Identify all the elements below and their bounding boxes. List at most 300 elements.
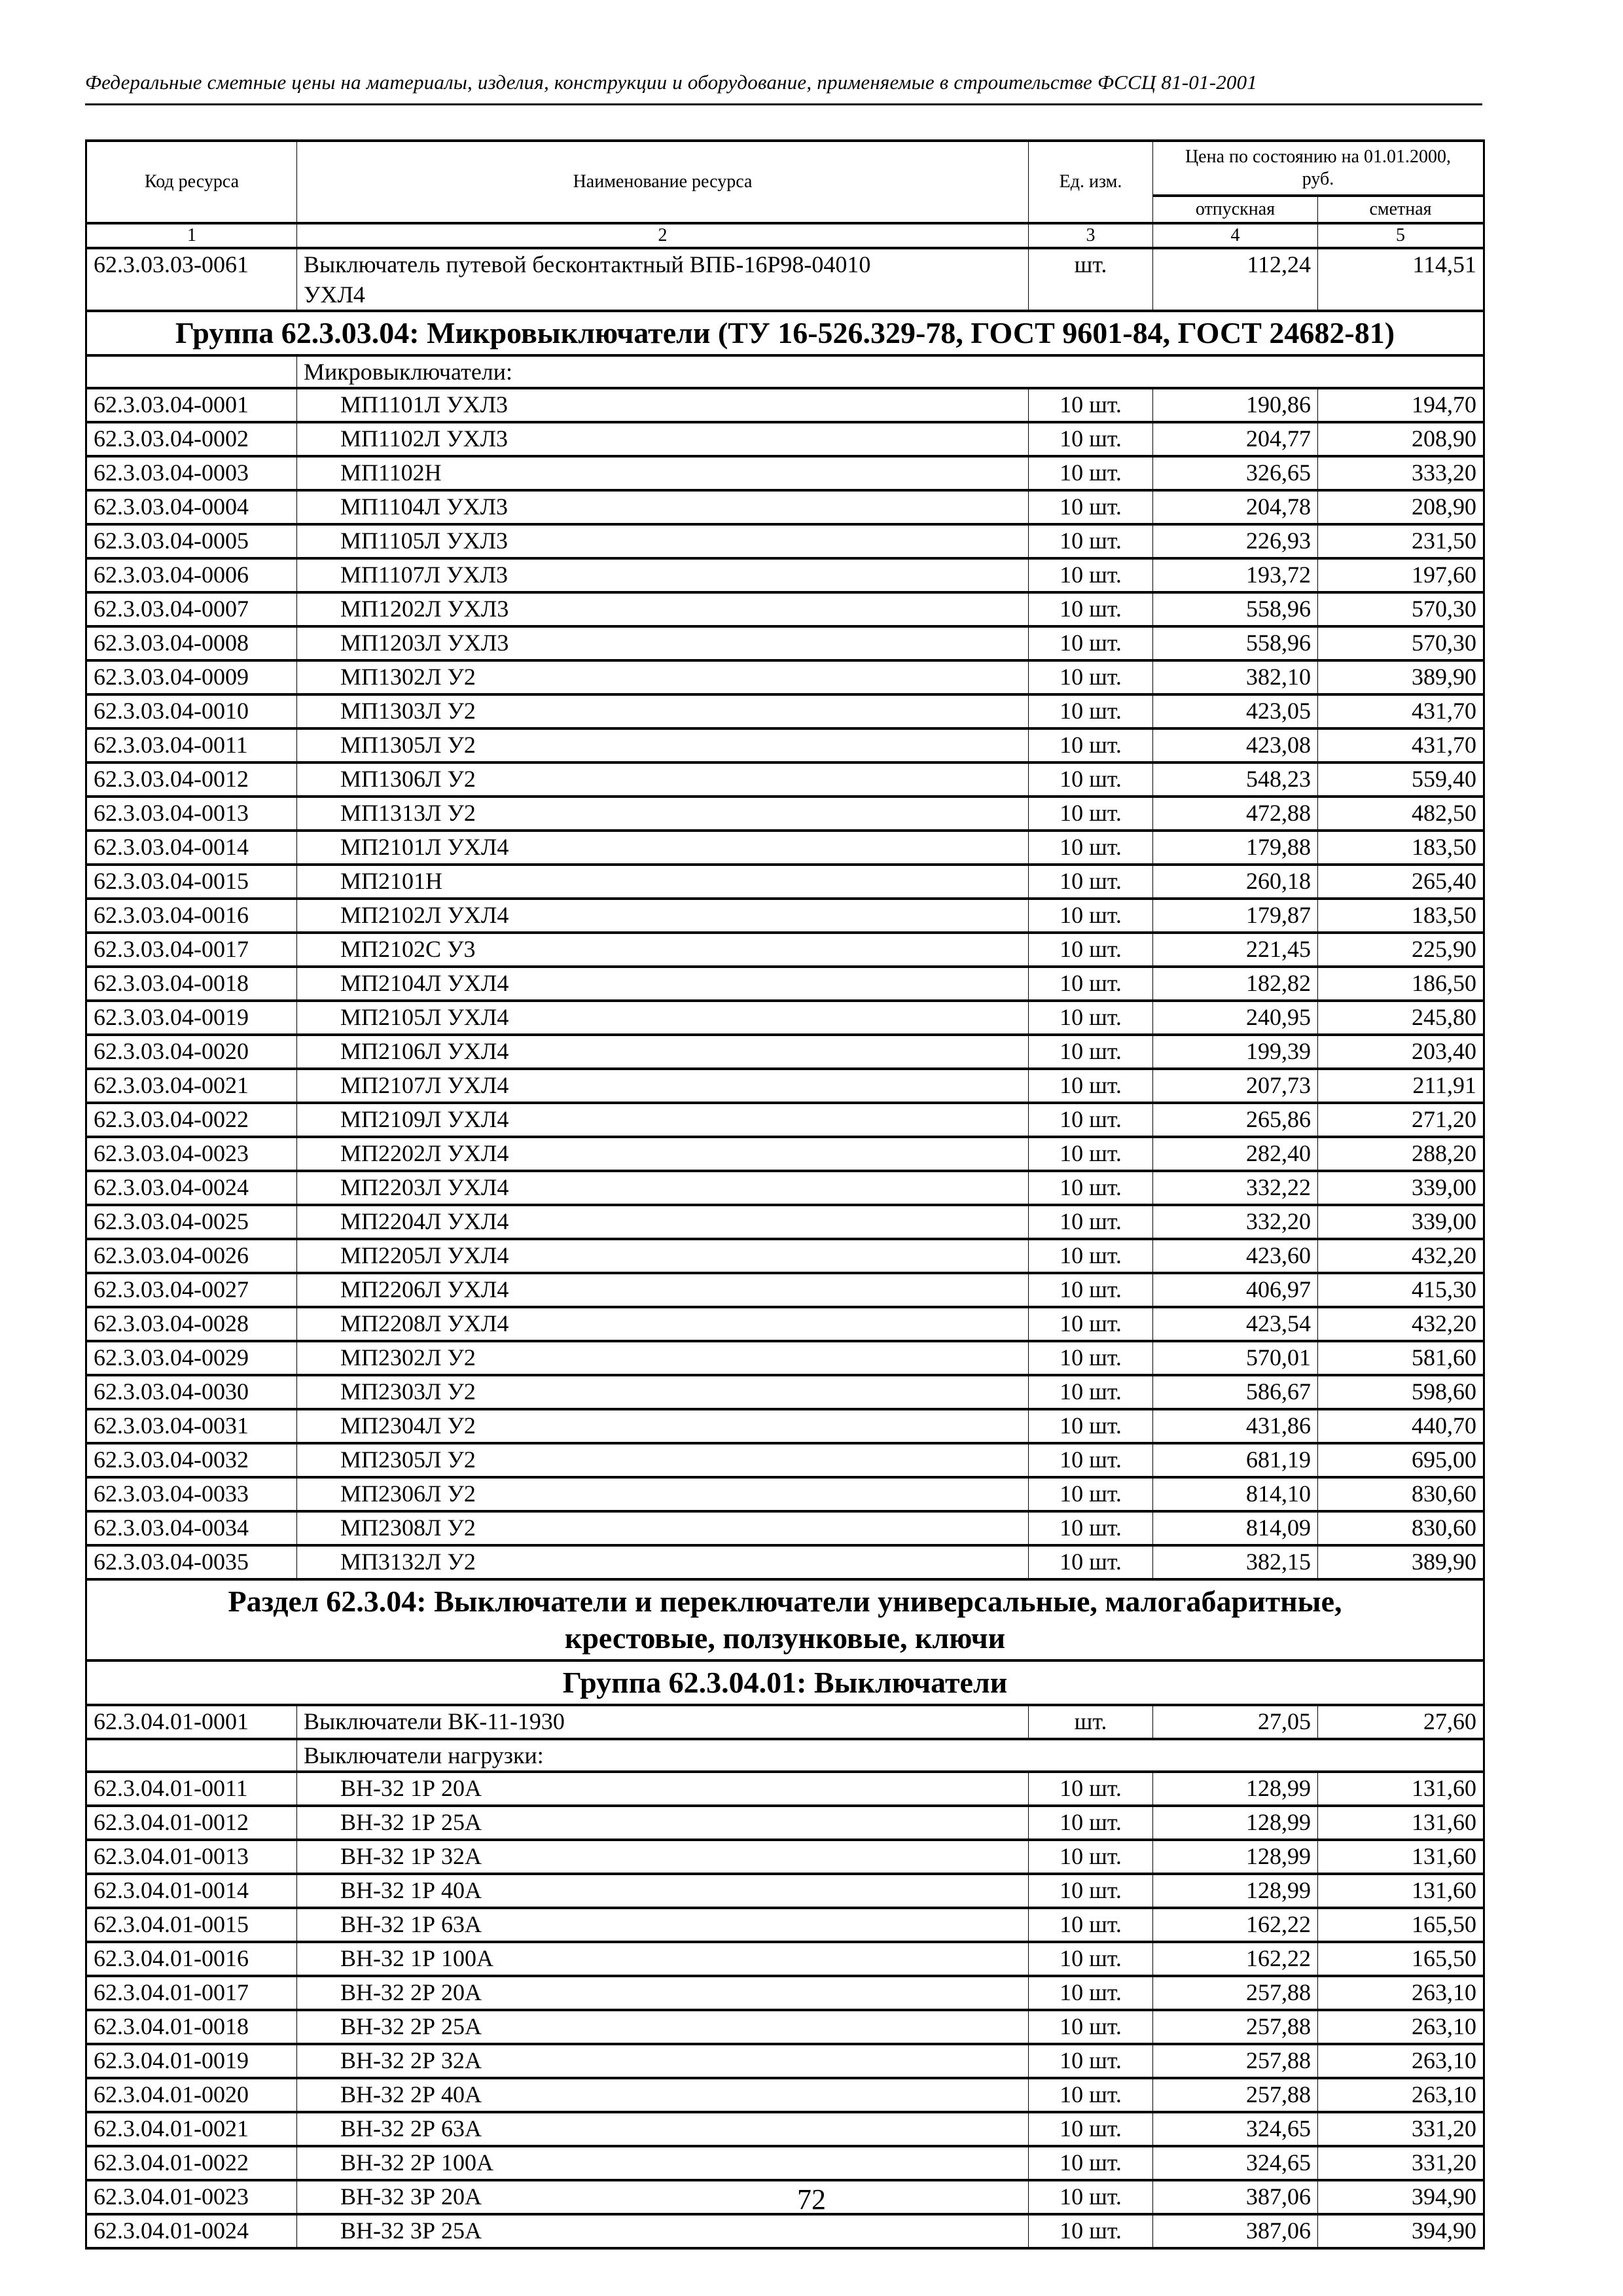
column-number: 3 <box>1029 223 1153 248</box>
resource-name: МП2205Л УХЛ4 <box>297 1239 1029 1273</box>
resource-unit: 10 шт. <box>1029 1443 1153 1477</box>
price-estimate: 165,50 <box>1318 1908 1484 1942</box>
resource-name: МП2206Л УХЛ4 <box>297 1273 1029 1307</box>
price-estimate: 183,50 <box>1318 899 1484 933</box>
resource-unit: 10 шт. <box>1029 967 1153 1001</box>
price-estimate: 263,10 <box>1318 2078 1484 2112</box>
resource-code: 62.3.03.04-0031 <box>86 1409 297 1443</box>
resource-name: МП2302Л У2 <box>297 1341 1029 1375</box>
price-release: 112,24 <box>1153 248 1318 311</box>
table-row <box>86 1205 1484 1239</box>
resource-unit: 10 шт. <box>1029 388 1153 422</box>
subgroup-heading <box>86 355 1484 388</box>
price-release: 257,88 <box>1153 2044 1318 2078</box>
price-estimate: 263,10 <box>1318 2044 1484 2078</box>
resource-unit: 10 шт. <box>1029 1477 1153 1511</box>
resource-code: 62.3.04.01-0015 <box>86 1908 297 1942</box>
price-release: 332,22 <box>1153 1171 1318 1205</box>
resource-name: МП2203Л УХЛ4 <box>297 1171 1029 1205</box>
resource-name: МП2204Л УХЛ4 <box>297 1205 1029 1239</box>
price-release: 182,82 <box>1153 967 1318 1001</box>
price-estimate: 331,20 <box>1318 2112 1484 2146</box>
table-row <box>86 1239 1484 1273</box>
price-release: 221,45 <box>1153 933 1318 967</box>
resource-unit: 10 шт. <box>1029 2180 1153 2214</box>
table-row <box>86 2078 1484 2112</box>
resource-code: 62.3.03.04-0034 <box>86 1511 297 1545</box>
resource-code: 62.3.03.04-0005 <box>86 524 297 558</box>
resource-unit: 10 шт. <box>1029 694 1153 728</box>
resource-code: 62.3.03.04-0025 <box>86 1205 297 1239</box>
table-row <box>86 1103 1484 1137</box>
price-release: 332,20 <box>1153 1205 1318 1239</box>
price-release: 406,97 <box>1153 1273 1318 1307</box>
price-estimate: 570,30 <box>1318 626 1484 660</box>
table-row <box>86 490 1484 524</box>
table-row <box>86 1001 1484 1035</box>
resource-name: ВН-32 1Р 32А <box>297 1840 1029 1874</box>
header-unit: Ед. изм. <box>1029 141 1153 223</box>
price-estimate: 394,90 <box>1318 2214 1484 2248</box>
resource-name: МП1303Л У2 <box>297 694 1029 728</box>
resource-code: 62.3.03.04-0022 <box>86 1103 297 1137</box>
price-estimate: 197,60 <box>1318 558 1484 592</box>
resource-name: Выключатели ВК-11-1930 <box>297 1705 1029 1739</box>
price-estimate: 265,40 <box>1318 865 1484 899</box>
resource-name: МП1102Л УХЛ3 <box>297 422 1029 456</box>
price-estimate: 482,50 <box>1318 797 1484 831</box>
price-estimate: 231,50 <box>1318 524 1484 558</box>
resource-name: МП2102Л УХЛ4 <box>297 899 1029 933</box>
resource-code: 62.3.03.04-0001 <box>86 388 297 422</box>
price-estimate: 389,90 <box>1318 1545 1484 1579</box>
price-estimate: 131,60 <box>1318 1806 1484 1840</box>
price-estimate: 440,70 <box>1318 1409 1484 1443</box>
resource-name: МП1102Н <box>297 456 1029 490</box>
table-row <box>86 1840 1484 1874</box>
price-estimate: 131,60 <box>1318 1840 1484 1874</box>
resource-code: 62.3.04.01-0014 <box>86 1874 297 1908</box>
resource-code: 62.3.03.04-0008 <box>86 626 297 660</box>
price-release: 257,88 <box>1153 1976 1318 2010</box>
price-release: 27,05 <box>1153 1705 1318 1739</box>
price-estimate: 183,50 <box>1318 831 1484 865</box>
price-release: 193,72 <box>1153 558 1318 592</box>
column-number: 2 <box>297 223 1029 248</box>
resource-unit: 10 шт. <box>1029 933 1153 967</box>
resource-unit: 10 шт. <box>1029 422 1153 456</box>
resource-code: 62.3.03.04-0003 <box>86 456 297 490</box>
resource-unit: 10 шт. <box>1029 1874 1153 1908</box>
resource-name: МП2102С У3 <box>297 933 1029 967</box>
resource-code: 62.3.04.01-0011 <box>86 1772 297 1806</box>
price-release: 265,86 <box>1153 1103 1318 1137</box>
price-estimate: 114,51 <box>1318 248 1484 311</box>
header-price-release: отпускная <box>1153 196 1318 223</box>
resource-unit: 10 шт. <box>1029 865 1153 899</box>
group-heading <box>86 1660 1484 1705</box>
resource-code: 62.3.04.01-0018 <box>86 2010 297 2044</box>
resource-code: 62.3.03.04-0002 <box>86 422 297 456</box>
resource-code: 62.3.04.01-0024 <box>86 2214 297 2248</box>
resource-code: 62.3.03.04-0015 <box>86 865 297 899</box>
table-row <box>86 1477 1484 1511</box>
price-estimate: 186,50 <box>1318 967 1484 1001</box>
resource-code: 62.3.03.04-0020 <box>86 1035 297 1069</box>
resource-name: МП2304Л У2 <box>297 1409 1029 1443</box>
price-estimate: 570,30 <box>1318 592 1484 626</box>
price-release: 257,88 <box>1153 2010 1318 2044</box>
price-estimate: 131,60 <box>1318 1874 1484 1908</box>
resource-name: МП2106Л УХЛ4 <box>297 1035 1029 1069</box>
resource-unit: 10 шт. <box>1029 1976 1153 2010</box>
resource-code: 62.3.03.04-0018 <box>86 967 297 1001</box>
resource-unit: 10 шт. <box>1029 1239 1153 1273</box>
price-estimate: 431,70 <box>1318 694 1484 728</box>
price-release: 431,86 <box>1153 1409 1318 1443</box>
resource-unit: 10 шт. <box>1029 1035 1153 1069</box>
price-estimate: 288,20 <box>1318 1137 1484 1171</box>
table-row <box>86 1035 1484 1069</box>
resource-code: 62.3.04.01-0022 <box>86 2146 297 2180</box>
resource-unit: 10 шт. <box>1029 1772 1153 1806</box>
table-row <box>86 728 1484 762</box>
price-release: 382,15 <box>1153 1545 1318 1579</box>
section-heading-text: Раздел 62.3.04: Выключатели и переключатели универсальные, малогабаритные, крестовые, ползунковые, ключи <box>86 1579 1484 1660</box>
running-header: Федеральные сметные цены на материалы, изделия, конструкции и оборудование, применяемые в строительстве ФССЦ 81-01-2001 <box>85 71 1258 94</box>
price-release: 382,10 <box>1153 660 1318 694</box>
price-release: 472,88 <box>1153 797 1318 831</box>
resource-name: ВН-32 2Р 100А <box>297 2146 1029 2180</box>
price-estimate: 331,20 <box>1318 2146 1484 2180</box>
resource-code: 62.3.04.01-0023 <box>86 2180 297 2214</box>
price-release: 423,60 <box>1153 1239 1318 1273</box>
resource-unit: 10 шт. <box>1029 2078 1153 2112</box>
resource-unit: 10 шт. <box>1029 899 1153 933</box>
resource-unit: 10 шт. <box>1029 797 1153 831</box>
resource-name: МП2308Л У2 <box>297 1511 1029 1545</box>
resource-unit: 10 шт. <box>1029 490 1153 524</box>
resource-name: МП1302Л У2 <box>297 660 1029 694</box>
table-row <box>86 1772 1484 1806</box>
table-row <box>86 1069 1484 1103</box>
price-release: 162,22 <box>1153 1908 1318 1942</box>
price-release: 814,09 <box>1153 1511 1318 1545</box>
price-estimate: 598,60 <box>1318 1375 1484 1409</box>
resource-unit: 10 шт. <box>1029 1103 1153 1137</box>
column-numbers-row <box>86 223 1484 248</box>
table-row <box>86 967 1484 1001</box>
header-rule <box>85 103 1482 105</box>
table-row <box>86 558 1484 592</box>
price-estimate: 389,90 <box>1318 660 1484 694</box>
resource-unit: 10 шт. <box>1029 1137 1153 1171</box>
table-row <box>86 899 1484 933</box>
price-estimate: 203,40 <box>1318 1035 1484 1069</box>
resource-name: ВН-32 2Р 20А <box>297 1976 1029 2010</box>
header-price-group: Цена по состоянию на 01.01.2000, руб. <box>1153 141 1484 196</box>
price-release: 128,99 <box>1153 1806 1318 1840</box>
table-row <box>86 1171 1484 1205</box>
resource-unit: 10 шт. <box>1029 660 1153 694</box>
resource-code: 62.3.04.01-0016 <box>86 1942 297 1976</box>
resource-code: 62.3.03.04-0024 <box>86 1171 297 1205</box>
price-release: 814,10 <box>1153 1477 1318 1511</box>
price-estimate: 263,10 <box>1318 2010 1484 2044</box>
resource-unit: 10 шт. <box>1029 524 1153 558</box>
resource-code: 62.3.03.04-0011 <box>86 728 297 762</box>
resource-name: МП2208Л УХЛ4 <box>297 1307 1029 1341</box>
price-estimate: 559,40 <box>1318 762 1484 797</box>
price-release: 240,95 <box>1153 1001 1318 1035</box>
resource-unit: 10 шт. <box>1029 1069 1153 1103</box>
resource-code: 62.3.03.04-0029 <box>86 1341 297 1375</box>
resource-unit: 10 шт. <box>1029 626 1153 660</box>
resource-unit: 10 шт. <box>1029 1409 1153 1443</box>
resource-code: 62.3.03.04-0013 <box>86 797 297 831</box>
resource-code: 62.3.03.04-0026 <box>86 1239 297 1273</box>
resource-code: 62.3.03.04-0028 <box>86 1307 297 1341</box>
price-release: 179,88 <box>1153 831 1318 865</box>
resource-code: 62.3.03.04-0007 <box>86 592 297 626</box>
resource-code: 62.3.04.01-0001 <box>86 1705 297 1739</box>
resource-code: 62.3.03.04-0016 <box>86 899 297 933</box>
price-release: 548,23 <box>1153 762 1318 797</box>
price-release: 162,22 <box>1153 1942 1318 1976</box>
header-name: Наименование ресурса <box>297 141 1029 223</box>
group-heading <box>86 311 1484 355</box>
price-release: 324,65 <box>1153 2146 1318 2180</box>
resource-unit: 10 шт. <box>1029 1908 1153 1942</box>
price-release: 387,06 <box>1153 2214 1318 2248</box>
table-row <box>86 831 1484 865</box>
price-estimate: 333,20 <box>1318 456 1484 490</box>
resource-name: МП2109Л УХЛ4 <box>297 1103 1029 1137</box>
table-row <box>86 1341 1484 1375</box>
price-release: 558,96 <box>1153 626 1318 660</box>
resource-name: МП2101Л УХЛ4 <box>297 831 1029 865</box>
resource-unit: 10 шт. <box>1029 1806 1153 1840</box>
resource-unit: 10 шт. <box>1029 1840 1153 1874</box>
price-estimate: 208,90 <box>1318 490 1484 524</box>
resource-unit: шт. <box>1029 1705 1153 1739</box>
subgroup-heading-text: Выключатели нагрузки: <box>297 1739 1484 1772</box>
resource-name: ВН-32 3Р 25А <box>297 2214 1029 2248</box>
table-row <box>86 660 1484 694</box>
table-row <box>86 524 1484 558</box>
resource-name: ВН-32 2Р 40А <box>297 2078 1029 2112</box>
table-row <box>86 1375 1484 1409</box>
table-row <box>86 1976 1484 2010</box>
table-row <box>86 1137 1484 1171</box>
table-row <box>86 2112 1484 2146</box>
resource-name: Выключатель путевой бесконтактный ВПБ-16Р98-04010 УХЛ4 <box>297 248 1029 311</box>
table-row <box>86 1705 1484 1739</box>
table-row <box>86 1511 1484 1545</box>
resource-code: 62.3.03.04-0023 <box>86 1137 297 1171</box>
resource-name: ВН-32 1Р 20А <box>297 1772 1029 1806</box>
price-estimate: 194,70 <box>1318 388 1484 422</box>
price-estimate: 225,90 <box>1318 933 1484 967</box>
price-estimate: 263,10 <box>1318 1976 1484 2010</box>
resource-unit: 10 шт. <box>1029 558 1153 592</box>
resource-unit: 10 шт. <box>1029 2146 1153 2180</box>
table-row <box>86 933 1484 967</box>
resource-unit: 10 шт. <box>1029 2010 1153 2044</box>
resource-name: МП1305Л У2 <box>297 728 1029 762</box>
resource-name: ВН-32 1Р 63А <box>297 1908 1029 1942</box>
resource-name: МП1101Л УХЛ3 <box>297 388 1029 422</box>
table-row <box>86 762 1484 797</box>
table-row <box>86 592 1484 626</box>
table-row <box>86 865 1484 899</box>
table-row <box>86 388 1484 422</box>
price-release: 226,93 <box>1153 524 1318 558</box>
resource-code: 62.3.04.01-0019 <box>86 2044 297 2078</box>
resource-unit: шт. <box>1029 248 1153 311</box>
resource-code: 62.3.03.04-0019 <box>86 1001 297 1035</box>
page-number: 72 <box>797 2183 826 2215</box>
resource-code: 62.3.03.04-0033 <box>86 1477 297 1511</box>
price-release: 207,73 <box>1153 1069 1318 1103</box>
column-number: 1 <box>86 223 297 248</box>
resource-code: 62.3.03.04-0035 <box>86 1545 297 1579</box>
resource-code: 62.3.03.04-0006 <box>86 558 297 592</box>
price-estimate: 27,60 <box>1318 1705 1484 1739</box>
price-estimate: 208,90 <box>1318 422 1484 456</box>
table-row <box>86 2044 1484 2078</box>
resource-code: 62.3.04.01-0013 <box>86 1840 297 1874</box>
resource-name: МП2306Л У2 <box>297 1477 1029 1511</box>
resource-name: МП2105Л УХЛ4 <box>297 1001 1029 1035</box>
table-row <box>86 1942 1484 1976</box>
resource-name: ВН-32 1Р 25А <box>297 1806 1029 1840</box>
price-release: 558,96 <box>1153 592 1318 626</box>
table-row <box>86 2010 1484 2044</box>
table-row <box>86 1273 1484 1307</box>
price-release: 199,39 <box>1153 1035 1318 1069</box>
resource-unit: 10 шт. <box>1029 1942 1153 1976</box>
table-row <box>86 1908 1484 1942</box>
resource-code: 62.3.03.04-0010 <box>86 694 297 728</box>
resource-unit: 10 шт. <box>1029 762 1153 797</box>
price-estimate: 165,50 <box>1318 1942 1484 1976</box>
table-row <box>86 797 1484 831</box>
table-row <box>86 626 1484 660</box>
price-release: 204,77 <box>1153 422 1318 456</box>
resource-unit: 10 шт. <box>1029 1375 1153 1409</box>
table-row <box>86 1443 1484 1477</box>
resource-unit: 10 шт. <box>1029 1545 1153 1579</box>
resource-code: 62.3.03.03-0061 <box>86 248 297 311</box>
price-estimate: 415,30 <box>1318 1273 1484 1307</box>
resource-code: 62.3.03.04-0027 <box>86 1273 297 1307</box>
header-price-estimate: сметная <box>1318 196 1484 223</box>
resource-code: 62.3.03.04-0032 <box>86 1443 297 1477</box>
price-estimate: 432,20 <box>1318 1239 1484 1273</box>
price-estimate: 245,80 <box>1318 1001 1484 1035</box>
price-release: 324,65 <box>1153 2112 1318 2146</box>
table-row <box>86 1545 1484 1579</box>
resource-code: 62.3.03.04-0009 <box>86 660 297 694</box>
price-release: 190,86 <box>1153 388 1318 422</box>
resource-name: МП1202Л УХЛ3 <box>297 592 1029 626</box>
resource-code: 62.3.03.04-0012 <box>86 762 297 797</box>
price-release: 423,05 <box>1153 694 1318 728</box>
resource-name: МП2107Л УХЛ4 <box>297 1069 1029 1103</box>
price-estimate: 131,60 <box>1318 1772 1484 1806</box>
price-release: 179,87 <box>1153 899 1318 933</box>
resource-name: МП2202Л УХЛ4 <box>297 1137 1029 1171</box>
price-estimate: 211,91 <box>1318 1069 1484 1103</box>
resource-unit: 10 шт. <box>1029 1307 1153 1341</box>
resource-code: 62.3.03.04-0014 <box>86 831 297 865</box>
price-release: 387,06 <box>1153 2180 1318 2214</box>
price-estimate: 431,70 <box>1318 728 1484 762</box>
price-release: 586,67 <box>1153 1375 1318 1409</box>
resource-name: МП3132Л У2 <box>297 1545 1029 1579</box>
resource-unit: 10 шт. <box>1029 1511 1153 1545</box>
resource-name: МП1107Л УХЛ3 <box>297 558 1029 592</box>
price-release: 128,99 <box>1153 1772 1318 1806</box>
resource-name: МП1203Л УХЛ3 <box>297 626 1029 660</box>
resource-name: МП2101Н <box>297 865 1029 899</box>
resource-name: МП2303Л У2 <box>297 1375 1029 1409</box>
resource-code: 62.3.04.01-0017 <box>86 1976 297 2010</box>
resource-unit: 10 шт. <box>1029 2044 1153 2078</box>
resource-name: ВН-32 2Р 32А <box>297 2044 1029 2078</box>
group-heading-text: Группа 62.3.03.04: Микровыключатели (ТУ 16-526.329-78, ГОСТ 9601-84, ГОСТ 24682-81) <box>86 311 1484 355</box>
price-estimate: 339,00 <box>1318 1171 1484 1205</box>
subgroup-heading-text: Микровыключатели: <box>297 355 1484 388</box>
table-row <box>86 694 1484 728</box>
price-release: 570,01 <box>1153 1341 1318 1375</box>
table-row <box>86 422 1484 456</box>
price-table <box>85 139 1485 2250</box>
column-number: 4 <box>1153 223 1318 248</box>
resource-name: МП1105Л УХЛ3 <box>297 524 1029 558</box>
resource-name: ВН-32 1Р 40А <box>297 1874 1029 1908</box>
price-release: 681,19 <box>1153 1443 1318 1477</box>
resource-unit: 10 шт. <box>1029 1205 1153 1239</box>
resource-code: 62.3.03.04-0017 <box>86 933 297 967</box>
price-estimate: 830,60 <box>1318 1511 1484 1545</box>
subgroup-heading <box>86 1739 1484 1772</box>
resource-code: 62.3.03.04-0030 <box>86 1375 297 1409</box>
resource-name: ВН-32 3Р 20А <box>297 2180 1029 2214</box>
price-estimate: 271,20 <box>1318 1103 1484 1137</box>
price-estimate: 581,60 <box>1318 1341 1484 1375</box>
price-release: 128,99 <box>1153 1840 1318 1874</box>
table-row <box>86 2214 1484 2248</box>
resource-name: ВН-32 1Р 100А <box>297 1942 1029 1976</box>
table-row <box>86 1874 1484 1908</box>
price-release: 204,78 <box>1153 490 1318 524</box>
resource-unit: 10 шт. <box>1029 1341 1153 1375</box>
price-estimate: 695,00 <box>1318 1443 1484 1477</box>
table-row <box>86 1806 1484 1840</box>
resource-unit: 10 шт. <box>1029 831 1153 865</box>
price-release: 257,88 <box>1153 2078 1318 2112</box>
resource-name: ВН-32 2Р 63А <box>297 2112 1029 2146</box>
resource-code: 62.3.04.01-0020 <box>86 2078 297 2112</box>
resource-code: 62.3.03.04-0021 <box>86 1069 297 1103</box>
resource-unit: 10 шт. <box>1029 2214 1153 2248</box>
resource-name: МП2104Л УХЛ4 <box>297 967 1029 1001</box>
resource-unit: 10 шт. <box>1029 2112 1153 2146</box>
price-estimate: 432,20 <box>1318 1307 1484 1341</box>
header-code: Код ресурса <box>86 141 297 223</box>
